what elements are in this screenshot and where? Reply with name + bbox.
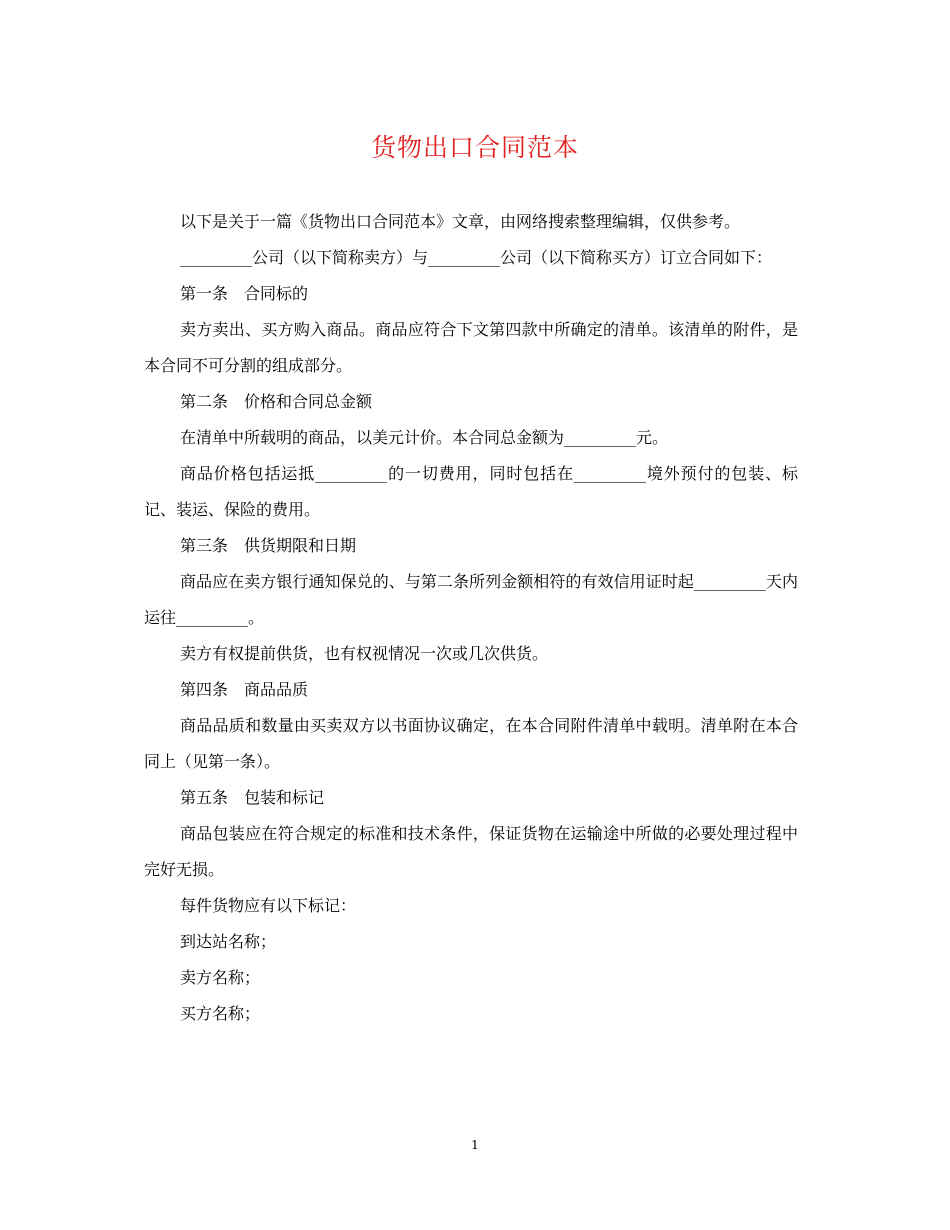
marking-item-seller: 卖方名称； <box>180 968 261 987</box>
paragraph-parties: _________公司（以下简称卖方）与_________公司（以下简称买方）订立合同如下： <box>180 248 773 267</box>
document-title: 货物出口合同范本 <box>370 133 579 162</box>
document-body <box>144 204 798 1032</box>
article-5-text: 商品包装应在符合规定的标准和技术条件，保证货物在运输途中所做的必要处理过程中完好无损。 <box>144 824 798 879</box>
article-1-heading: 第一条 合同标的 <box>180 284 309 303</box>
article-2-heading: 第二条 价格和合同总金额 <box>180 392 373 411</box>
article-4-heading: 第四条 商品品质 <box>180 680 309 699</box>
marking-item-buyer: 买方名称； <box>180 1004 261 1023</box>
article-3-heading: 第三条 供货期限和日期 <box>180 536 357 555</box>
article-4-text: 商品品质和数量由买卖双方以书面协议确定，在本合同附件清单中载明。清单附在本合同上（见第一条）。 <box>144 716 798 771</box>
article-3-text-2: 卖方有权提前供货，也有权视情况一次或几次供货。 <box>180 644 549 663</box>
article-2-text-1: 在清单中所载明的商品，以美元计价。本合同总金额为_________元。 <box>180 428 669 447</box>
article-1-text: 卖方卖出、买方购入商品。商品应符合下文第四款中所确定的清单。该清单的附件，是本合同不可分割的组成部分。 <box>144 320 798 375</box>
paragraph-intro: 以下是关于一篇《货物出口合同范本》文章，由网络搜索整理编辑，仅供参考。 <box>180 212 741 231</box>
article-2-text-2: 商品价格包括运抵_________的一切费用，同时包括在_________境外预付的包装、标记、装运、保险的费用。 <box>144 464 798 519</box>
marking-item-destination: 到达站名称； <box>180 932 277 951</box>
marking-intro: 每件货物应有以下标记： <box>180 896 357 915</box>
article-3-text-1: 商品应在卖方银行通知保兑的、与第二条所列金额相符的有效信用证时起_________天内运往_________。 <box>144 572 798 627</box>
page-number: 1 <box>471 1138 479 1152</box>
article-5-heading: 第五条 包装和标记 <box>180 788 325 807</box>
